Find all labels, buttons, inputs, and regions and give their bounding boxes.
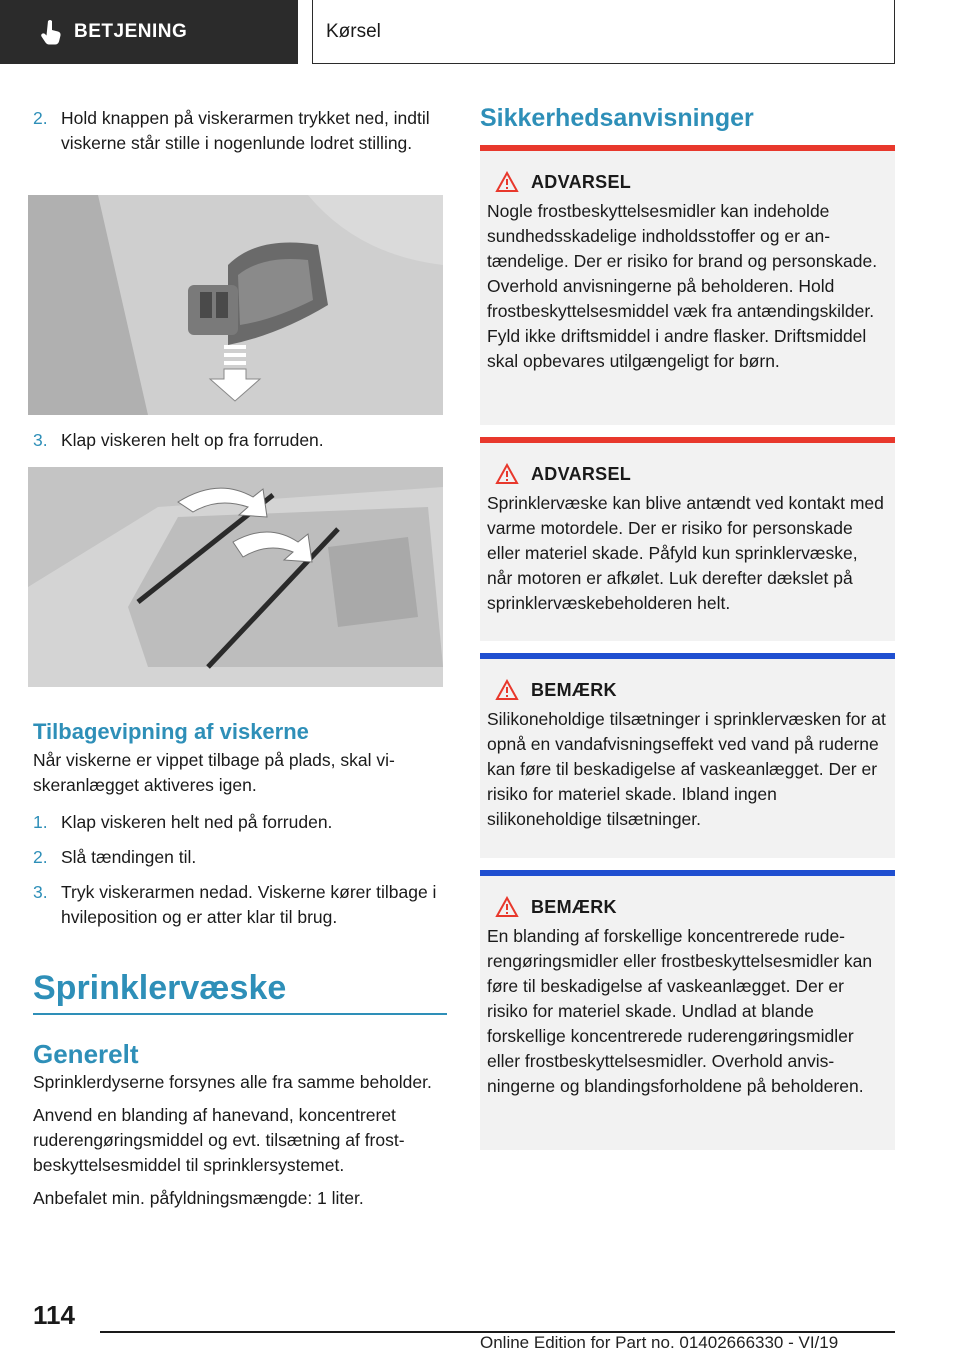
warning-triangle-icon <box>495 679 519 701</box>
steps-top-a <box>33 106 447 166</box>
step-number: 1. <box>33 812 48 832</box>
generelt-para: Anvend en blanding af hanevand, koncentreret ruderengøringsmiddel og evt. tilsætning af frostbeskyttelsesmiddel til sprinklersystemet. <box>33 1105 405 1175</box>
warning-title: ADVARSEL <box>531 171 632 192</box>
step-number: 2. <box>33 847 48 867</box>
tilbagevipning-heading: Tilbagevipning af viskerne <box>33 719 309 744</box>
warning-box <box>480 437 895 641</box>
warning-text: Sprinklervæske kan blive antændt ved kontakt med varme motordele. Der er risiko for personskade eller materiel skade. Påfyld kun sprinklervæske, når motoren er afkølet. Luk derefter dækslet på sprinklervæskebeholderen helt. <box>487 493 884 613</box>
page-number: 114 <box>33 1300 75 1330</box>
tilbagevipning-section <box>33 718 447 940</box>
warning-text: Nogle frostbeskyttelsesmidler kan indeholde sundhedsskadelige indholdsstoffer og er antændelige. Der er risiko for brand og personskade. Overhold anvisningerne på beholderen. Hold frostbeskyttelsesmiddel væk fra antændingskilder. Fyld ikke driftsmiddel i andre flasker. Driftsmiddel skal opbevares utilgængeligt for børn. <box>487 201 878 371</box>
step-text: Hold knappen på viskerarmen trykket ned, indtil viskerne står stille i nogenlunde lodret stilling. <box>61 108 430 153</box>
generelt-section <box>33 1038 447 1219</box>
warning-title: ADVARSEL <box>531 463 632 484</box>
step-text: Klap viskeren helt ned på forruden. <box>61 812 333 832</box>
step-number: 3. <box>33 430 48 450</box>
step-item <box>33 810 447 835</box>
note-text: Silikoneholdige tilsætninger i sprinklervæsken for at opnå en vandafvisningseffekt ved vand på ruderne kan føre til beskadigelse af vaskeanlægget. Der er risiko for materiel skade. Ibland ingen silikoneholdige tilsætninger. <box>487 709 886 829</box>
chapter-title: Kørsel <box>312 0 895 64</box>
warning-triangle-icon <box>495 463 519 485</box>
note-box-head <box>495 896 887 918</box>
warning-box-head <box>495 171 887 193</box>
generelt-para: Sprinklerdyserne forsynes alle fra samme beholder. <box>33 1072 432 1092</box>
edition-note: Online Edition for Part no. 01402666330 - VI/19 <box>480 1333 839 1352</box>
step-item <box>33 428 447 453</box>
note-box <box>480 653 895 858</box>
generelt-para: Anbefalet min. påfyldningsmængde: 1 liter. <box>33 1188 364 1208</box>
wipers-raised-illustration <box>28 467 443 687</box>
wiper-stalk-illustration <box>28 195 443 415</box>
step-text: Klap viskeren helt op fra forruden. <box>61 430 324 450</box>
warning-box <box>480 145 895 425</box>
steps-top-b <box>33 428 447 463</box>
hand-pointer-icon <box>40 19 62 45</box>
warning-triangle-icon <box>495 171 519 193</box>
warning-triangle-icon <box>495 896 519 918</box>
section-title: Sprinklervæske <box>33 969 287 1007</box>
tilbagevipning-intro: Når viskerne er vippet tilbage på plads, skal viskeranlægget aktiveres igen. <box>33 750 395 795</box>
sprinkler-section <box>33 968 447 1008</box>
section-tab <box>0 0 298 64</box>
step-number: 3. <box>33 882 48 902</box>
step-number: 2. <box>33 108 48 128</box>
generelt-heading: Generelt <box>33 1039 139 1069</box>
step-text: Tryk viskerarmen nedad. Viskerne kører tilbage i hvileposition og er atter klar til brug. <box>61 882 437 927</box>
note-text: En blanding af forskellige koncentrerede ruderengøringsmidler eller frostbeskyttelsesmidler kan føre til beskadigelse af vaskeanlægget. Der er risiko for materiel skade. Undlad at blande forskellige koncentrerede ruderengøringsmidler eller frostbeskyttelsesmidler. Overhold anvisningerne og blandingsforholdene på beholderen. <box>487 926 873 1096</box>
step-item <box>33 880 447 930</box>
section-tab-label: BETJENING <box>74 21 188 42</box>
safety-heading-wrap <box>480 102 895 134</box>
note-box <box>480 870 895 1150</box>
note-box-head <box>495 679 887 701</box>
step-item <box>33 106 447 156</box>
note-title: BEMÆRK <box>531 896 617 917</box>
note-title: BEMÆRK <box>531 679 617 700</box>
step-item <box>33 845 447 870</box>
section-divider <box>33 1013 447 1015</box>
step-text: Slå tændingen til. <box>61 847 197 867</box>
safety-heading: Sikkerhedsanvisninger <box>480 104 754 132</box>
warning-box-head <box>495 463 887 485</box>
